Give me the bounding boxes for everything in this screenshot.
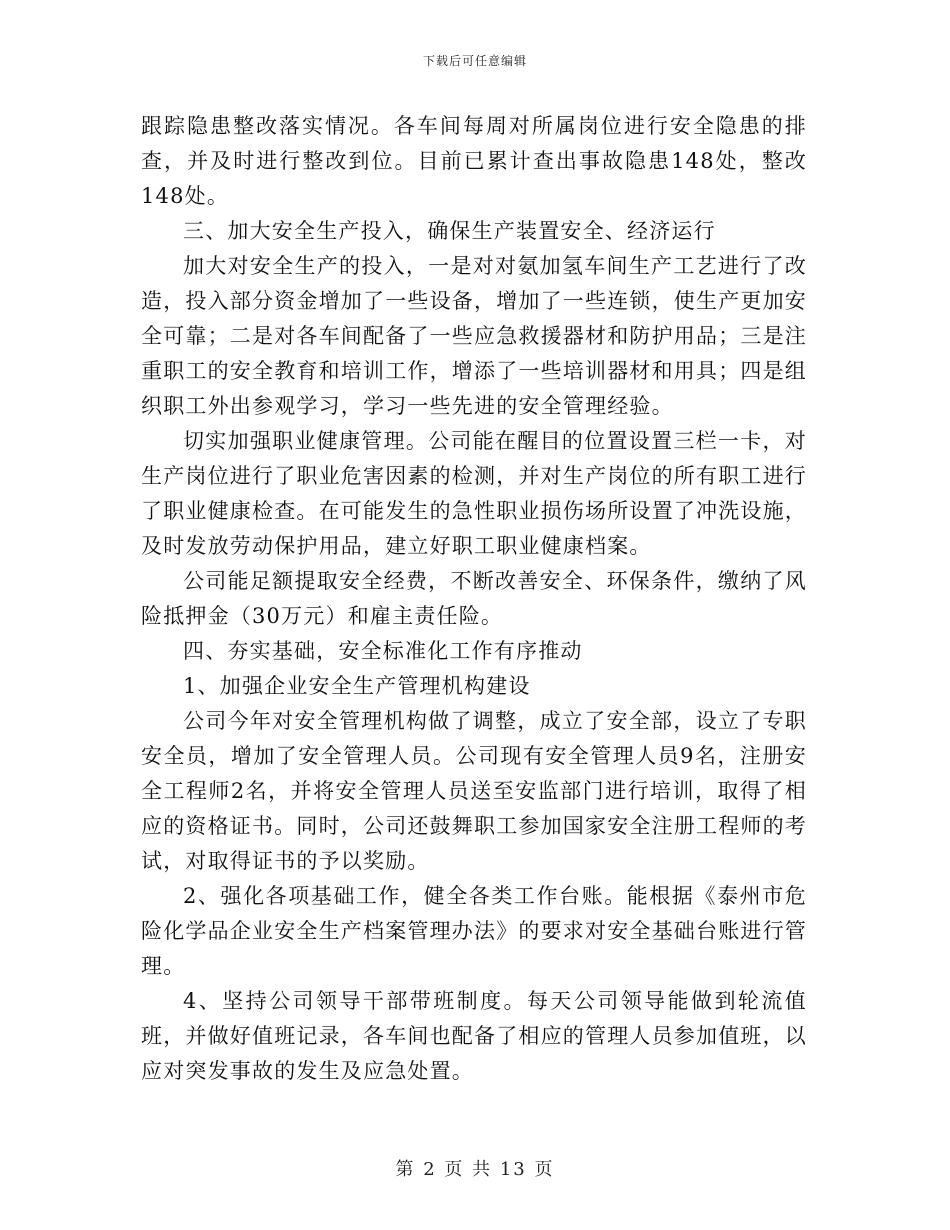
paragraph-hazard-tracking: 跟踪隐患整改落实情况。各车间每周对所属岗位进行安全隐患的排查，并及时进行整改到位。目前已累计查出事故隐患148处，整改148处。: [141, 114, 807, 208]
paragraph-investment: 加大对安全生产的投入，一是对对氨加氢车间生产工艺进行了改造，投入部分资金增加了一些设备，增加了一些连锁，使生产更加安全可靠；二是对各车间配备了一些应急救援器材和防护用品；三是注重职工的安全教育和培训工作，增添了一些培训器材和用具；四是组织职工外出参观学习，学习一些先进的安全管理经验。: [141, 254, 807, 418]
paragraph-occupational-health: 切实加强职业健康管理。公司能在醒目的位置设置三栏一卡，对生产岗位进行了职业危害因素的检测，并对生产岗位的所有职工进行了职业健康检查。在可能发生的急性职业损伤场所设置了冲洗设施，及时发放劳动保护用品，建立好职工职业健康档案。: [141, 429, 807, 558]
paragraph-safety-funds: 公司能足额提取安全经费，不断改善安全、环保条件，缴纳了风险抵押金（30万元）和雇主责任险。: [141, 569, 807, 628]
section-heading-three: 三、加大安全生产投入，确保生产装置安全、经济运行: [183, 219, 716, 243]
document-body: [141, 109, 807, 1089]
section-heading-four: 四、夯实基础，安全标准化工作有序推动: [183, 639, 583, 663]
page-header-note: 下载后可任意编辑: [422, 54, 527, 68]
page-footer-number: 第 2 页 共 13 页: [395, 1159, 555, 1180]
paragraph-management-structure: 公司今年对安全管理机构做了调整，成立了安全部，设立了专职安全员，增加了安全管理人员。公司现有安全管理人员9名，注册安全工程师2名，并将安全管理人员送至安监部门进行培训，取得了相应的资格证书。同时，公司还鼓舞职工参加国家安全注册工程师的考试，对取得证书的予以奖励。: [141, 709, 807, 873]
paragraph-basic-work: 2、强化各项基础工作，健全各类工作台账。能根据《泰州市危险化学品企业安全生产档案管理办法》的要求对安全基础台账进行管理。: [141, 884, 807, 978]
subheading-one: 1、加强企业安全生产管理机构建设: [183, 674, 531, 698]
paragraph-duty-system: 4、坚持公司领导干部带班制度。每天公司领导能做到轮流值班，并做好值班记录，各车间也配备了相应的管理人员参加值班，以应对突发事故的发生及应急处置。: [141, 989, 807, 1083]
